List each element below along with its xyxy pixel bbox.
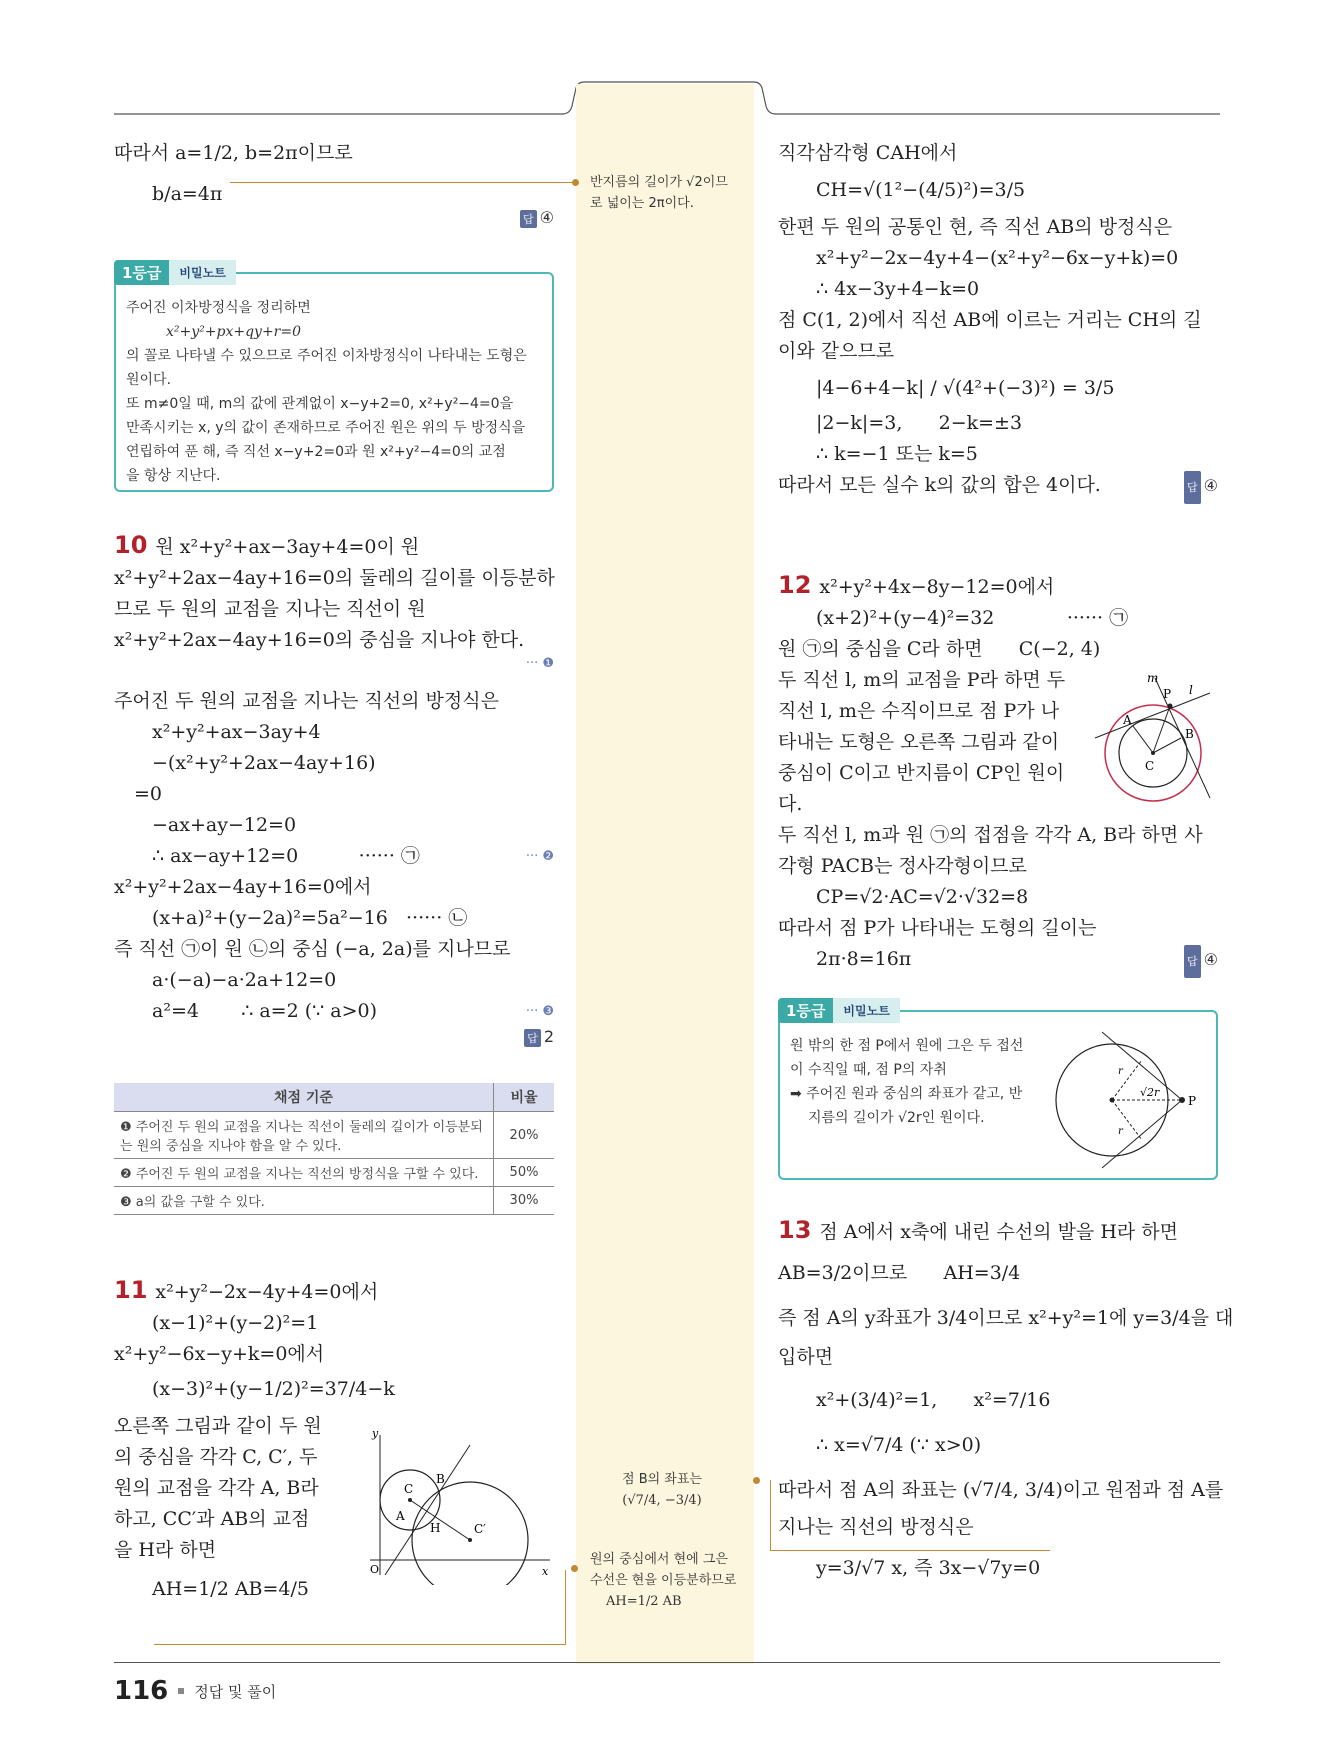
figure-q11-two-circles (360, 1425, 560, 1585)
mid-note-2: 점 B의 좌표는 (√7/4, −3/4) (622, 1472, 702, 1508)
question-12: 12 x²+y²+4x−8y−12=0에서 (x+2)²+(y−4)²=32 ······ ㉠ 원 ㉠의 중심을 C라 하면 C(−2, 4) 두 직선 l, m의 교점을 P라 하면 두 직선 l, m은 수직이므로 점 P가 나 타내는 도형은 오른쪽 그림과 같이 중심이 C이고 반지름이 CP인 원이 다. 두 직선 l, m과 원 ㉠의 접점을 각각 A, B라 하면 사 각형 PACB는 정사각형이므로 CP=√2·AC=√2·√32=8 따라서 점 P가 나타내는 도형의 길이는 2π·8=16π 답 ④ (778, 570, 1218, 975)
svg-text:P: P (1163, 687, 1172, 701)
svg-text:C′: C′ (474, 1522, 486, 1536)
answer-mark: 답 ④ (1184, 470, 1218, 504)
note-text: x²+y²+px+qy+r=0 (166, 324, 302, 340)
ref-marker: ··· ❶ (525, 656, 554, 671)
svg-text:H: H (430, 1521, 441, 1535)
figure-q12-locus (1085, 668, 1220, 803)
connector-dot-3 (571, 1565, 578, 1572)
svg-text:O: O (370, 1563, 380, 1576)
svg-text:P: P (1188, 1094, 1197, 1108)
svg-text:B: B (436, 1472, 445, 1486)
svg-text:C: C (1145, 759, 1155, 773)
question-13: 13 점 A에서 x축에 내린 수선의 발을 H라 하면 AB=3/2이므로 AH=3/4 즉 점 A의 y좌표가 3/4이므로 x²+y²=1에 y=3/4을 대 입하면 x²+(3/4)²=1, x²=7/16 ∴ x=√7/4 (∵ x>0) 따라서 점 A의 좌표는 (√7/4, 3/4)이고 원점과 점 A를 지나는 직선의 방정식은 y=3/√7 x, 즉 3x−√7y=0 (778, 1216, 1234, 1579)
connector-2v (770, 1480, 771, 1550)
svg-text:y: y (372, 1427, 379, 1440)
question-number: 10 (114, 531, 148, 559)
question-number: 12 (778, 571, 812, 599)
connector-dot-1 (572, 179, 579, 186)
secret-note-1 (114, 263, 554, 492)
footer-label: 정답 및 풀이 (194, 1682, 277, 1701)
grading-table (114, 1083, 554, 1215)
note-text: 만족시키는 x, y의 값이 존재하므로 주어진 원은 위의 두 방정식을 (126, 420, 526, 436)
right-column: 직각삼각형 CAH에서 CH=√(1²−(4/5)²)=3/5 한편 두 원의 공통인 현, 즉 직선 AB의 방정식은 x²+y²−2x−4y+4−(x²+y²−6x−y+k)=0 ∴ 4x−3y+4−k=0 점 C(1, 2)에서 직선 AB에 이르는 거리는 CH의 길 이와 같으므로 |4−6+4−k| / √(4²+(−3)²) = 3/5 |2−k|=3, 2−k=±3 ∴ k=−1 또는 k=5 따라서 모든 실수 k의 값의 합은 4이다. 답 ④ (778, 138, 1218, 501)
connector-3v (565, 1570, 566, 1644)
table-row: ❷ 주어진 두 원의 교점을 지나는 직선의 방정식을 구할 수 있다. 50% (114, 1159, 554, 1187)
note-text: 원 밖의 한 점 P에서 원에 그은 두 접선 (790, 1038, 1024, 1054)
question-11: 11 x²+y²−2x−4y+4=0에서 (x−1)²+(y−2)²=1 x²+y²−6x−y+k=0에서 (x−3)²+(y−1/2)²=37/4−k 오른쪽 그림과 같이 두 원 의 중심을 각각 C, C′, 두 원의 교점을 각각 A, B라 하고, CC′과 AB의 교점 을 H라 하면 AH=1/2 AB=4/5 (114, 1276, 395, 1600)
mid-note-3: 원의 중심에서 현에 그은 수선은 현을 이등분하므로 AH=1/2 AB (590, 1552, 737, 1609)
question-10: 10 원 x²+y²+ax−3ay+4=0이 원 x²+y²+2ax−4ay+16=0의 둘레의 길이를 이등분하 므로 두 원의 교점을 지나는 직선이 원 x²+y²+2ax−4ay+16=0의 중심을 지나야 한다. ··· ❶ 주어진 두 원의 교점을 지나는 직선의 방정식은 x²+y²+ax−3ay+4 −(x²+y²+2ax−4ay+16) =0 −ax+ay−12=0 ∴ ax−ay+12=0 ······ ㉠ ··· ❷ x²+y²+2ax−4ay+16=0에서 (x+a)²+(y−2a)²=5a²−16 ······ ㉡ 즉 직선 ㉠이 원 ㉡의 중심 (−a, 2a)를 지나므로 a·(−a)−a·2a+12=0 a²=4 ∴ a=2 (∵ a>0) ··· ❸ 답 2 (114, 531, 555, 1046)
note-tag: 1등급 (778, 998, 833, 1023)
page-number: 116 (114, 1676, 169, 1706)
note-text: 또 m≠0일 때, m의 값에 관계없이 x−y+2=0, x²+y²−4=0을 (126, 396, 514, 412)
svg-text:A: A (1123, 713, 1132, 727)
table-row: ❶ 주어진 두 원의 교점을 지나는 직선이 둘레의 길이가 이등분되는 원의 중심을 지나야 함을 알 수 있다. 20% (114, 1112, 554, 1159)
grade-header: 채점 기준 (114, 1083, 494, 1112)
svg-text:l: l (1189, 683, 1193, 697)
secret-note-2 (778, 1001, 1218, 1180)
note-tag2: 비밀노트 (833, 998, 899, 1023)
note-tag2: 비밀노트 (169, 260, 235, 285)
note-text: 이 수직일 때, 점 P의 자취 (790, 1062, 947, 1078)
ref-marker: ··· ❷ (525, 849, 554, 864)
grade-header: 비율 (494, 1083, 555, 1112)
svg-text:B: B (1185, 727, 1194, 741)
svg-text:r: r (1118, 1066, 1123, 1077)
connector-3h (154, 1644, 566, 1645)
note-text: 지름의 길이가 √2r인 원이다. (808, 1110, 985, 1126)
figure-note2-tangents (1042, 1030, 1212, 1170)
left-column (114, 138, 554, 227)
svg-text:r: r (1118, 1126, 1123, 1137)
note-text: ➡ 주어진 원과 중심의 좌표가 같고, 반 (790, 1086, 1023, 1102)
answer-mark: 답 ④ (520, 208, 554, 228)
svg-text:m: m (1147, 671, 1159, 685)
page-footer (114, 1676, 276, 1706)
connector-dot-2 (753, 1477, 760, 1484)
question-number: 11 (114, 1276, 148, 1304)
answer-mark: 답 2 (524, 1027, 554, 1047)
svg-text:A: A (396, 1509, 405, 1523)
note-text: 의 꼴로 나타낼 수 있으므로 주어진 이차방정식이 나타내는 도형은 (126, 348, 527, 364)
note-text: 주어진 이차방정식을 정리하면 (126, 300, 311, 316)
note-text: 을 항상 지난다. (126, 468, 221, 484)
svg-text:x: x (542, 1565, 549, 1578)
table-row: ❸ a의 값을 구할 수 있다. 30% (114, 1187, 554, 1215)
text-line: 따라서 a=1/2, b=2π이므로 (114, 142, 353, 164)
note-text: 원이다. (126, 372, 172, 388)
svg-text:√2r: √2r (1140, 1086, 1160, 1099)
ilpum-box-column (576, 84, 754, 1664)
ref-marker: ··· ❸ (525, 1004, 554, 1019)
note-text: 연립하여 푼 해, 즉 직선 x−y+2=0과 원 x²+y²−4=0의 교점 (126, 444, 506, 460)
answer-mark: 답 ④ (1184, 944, 1218, 978)
note-tag: 1등급 (114, 260, 169, 285)
text-line: b/a=4π (152, 183, 223, 205)
question-number: 13 (778, 1216, 812, 1244)
footer-rule (114, 1662, 1220, 1663)
mid-note-1: 반지름의 길이가 √2이므 로 넓이는 2π이다. (590, 175, 728, 211)
svg-text:C: C (404, 1482, 414, 1496)
